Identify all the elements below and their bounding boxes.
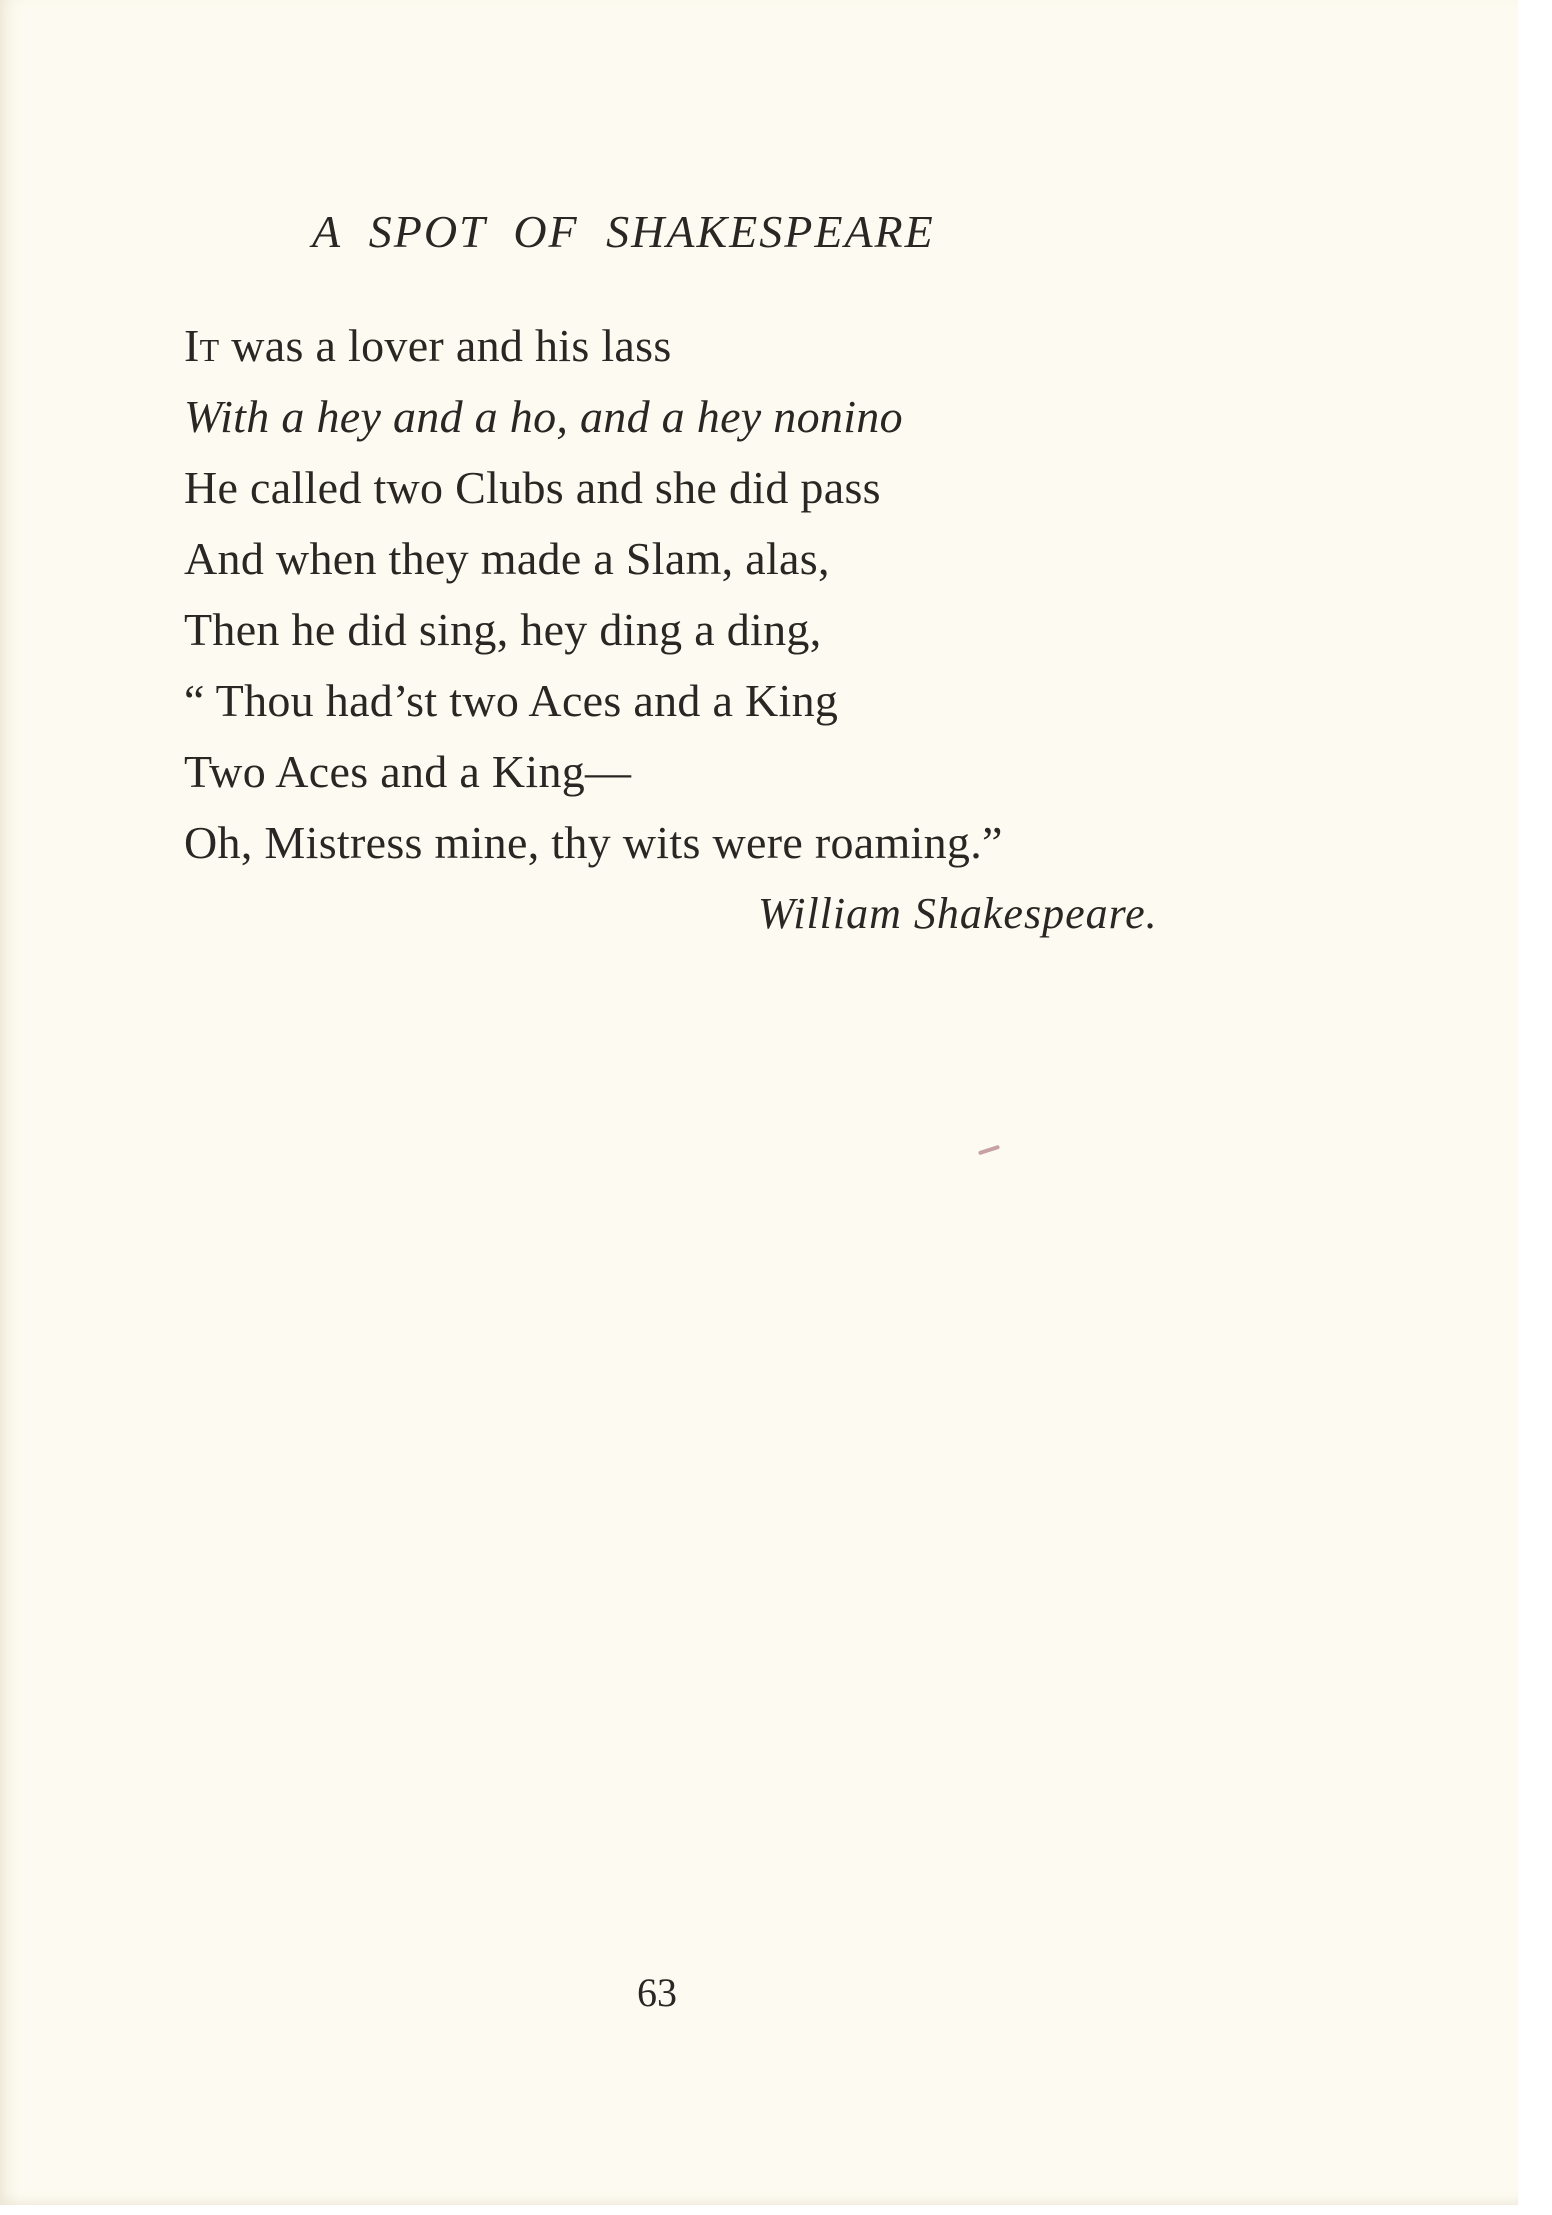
- drop-initial: I: [184, 320, 200, 371]
- poem-line-5: Then he did sing, hey ding a ding,: [184, 604, 822, 655]
- poem-line-8: Oh, Mistress mine, thy wits were roaming.”: [184, 817, 1003, 868]
- poem-line-7: Two Aces and a King—: [184, 746, 632, 797]
- attribution: William Shakespeare.: [758, 889, 1158, 938]
- page-number: 63: [637, 1970, 677, 2015]
- poem-title: A SPOT OF SHAKESPEARE: [312, 206, 935, 257]
- poem-line-6: “ Thou had’st two Aces and a King: [184, 675, 839, 726]
- scan-margin: [1518, 0, 1552, 2215]
- small-caps-letters: t: [199, 320, 220, 371]
- poem-line-1: [184, 310, 1003, 381]
- poem-line-1-text: was a lover and his lass: [219, 320, 672, 371]
- poem-line-4: And when they made a Slam, alas,: [184, 533, 830, 584]
- ink-speck: [978, 1145, 1000, 1156]
- poem-line-2: With a hey and a ho, and a hey nonino: [184, 391, 903, 442]
- poem-line-3: He called two Clubs and she did pass: [184, 462, 881, 513]
- poem-body: [184, 310, 1003, 878]
